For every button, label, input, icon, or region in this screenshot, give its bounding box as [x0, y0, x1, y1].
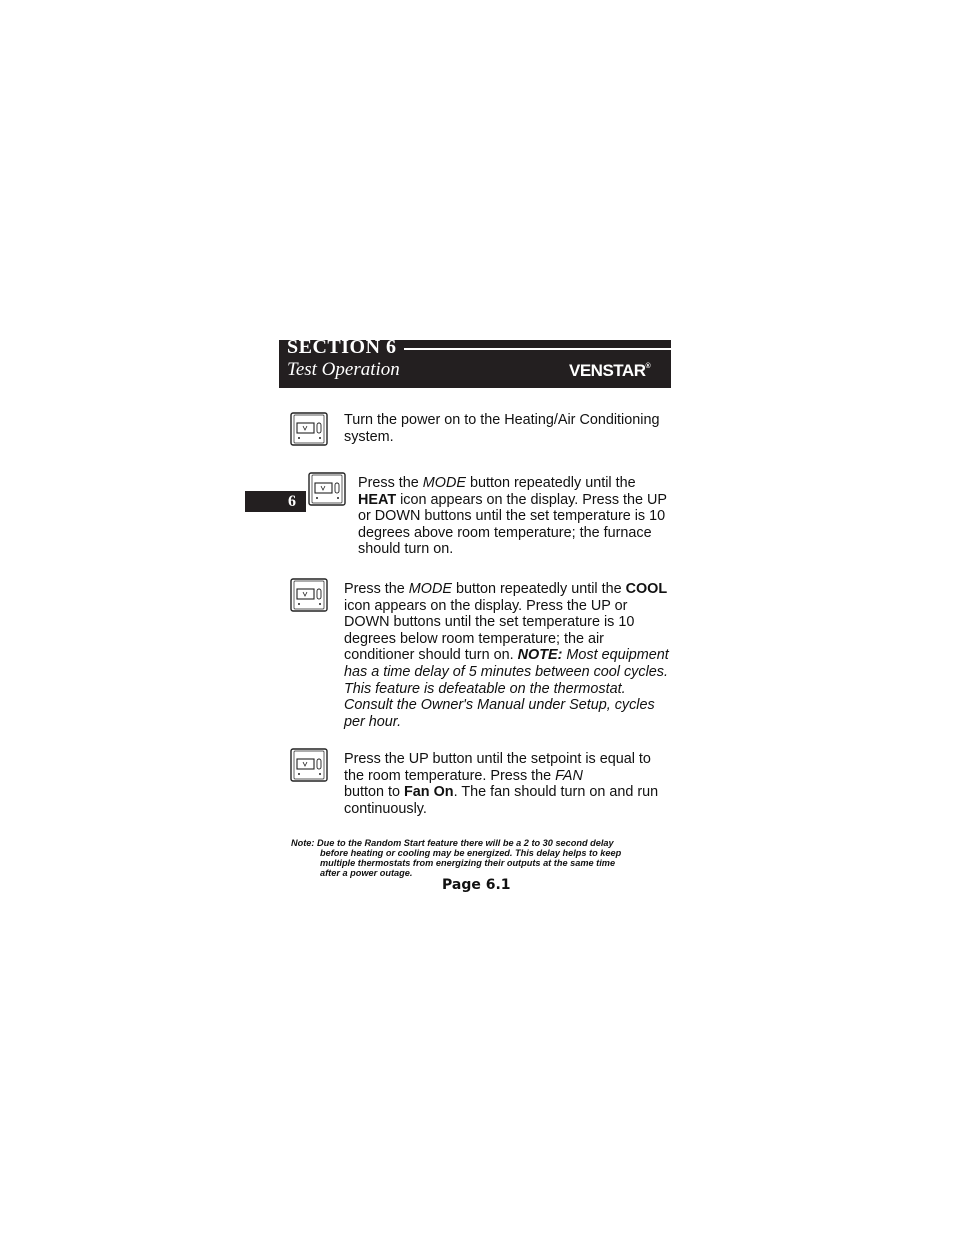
footnote-line: after a power outage. — [320, 868, 413, 878]
footnote — [291, 838, 671, 878]
section-label: SECTION 6 — [287, 336, 397, 358]
thermostat-icon — [290, 412, 328, 446]
thermostat-icon — [290, 578, 328, 612]
footnote-line: multiple thermostats from energizing their outputs at the same time — [320, 858, 616, 868]
section-subtitle: Test Operation — [287, 359, 400, 380]
header-rule — [404, 348, 671, 350]
footnote-line: before heating or cooling may be energized. This delay helps to keep — [320, 848, 622, 858]
step-3-text: Press the MODE button repeatedly until the COOL icon appears on the display. Press the UP or DOWN buttons until the set temperature is 10 degrees below room temperature; the air conditioner should turn on. NOTE: Most equipment has a time delay of 5 minutes between cool cycles. This feature is defeatable on the thermostat. Consult the Owner's Manual under Setup, cycles per hour. — [344, 581, 669, 730]
brand-logo: VENSTAR® — [569, 361, 651, 380]
step-1-text: Turn the power on to the Heating/Air Conditioning system. — [344, 412, 660, 445]
section-tab: 6 — [245, 491, 306, 512]
thermostat-icon — [290, 748, 328, 782]
step-4-text: Press the UP button until the setpoint is equal to the room temperature. Press the FAN button to Fan On. The fan should turn on and run continuously. — [344, 751, 659, 817]
thermostat-icon — [308, 472, 346, 506]
step-2-text: Press the MODE button repeatedly until the HEAT icon appears on the display. Press the UP or DOWN buttons until the set temperature is 10 degrees above room temperature; the furnace should turn on. — [358, 475, 667, 558]
page-number: Page 6.1 — [442, 877, 511, 893]
footnote-line: Note: Due to the Random Start feature there will be a 2 to 30 second delay — [291, 838, 614, 848]
